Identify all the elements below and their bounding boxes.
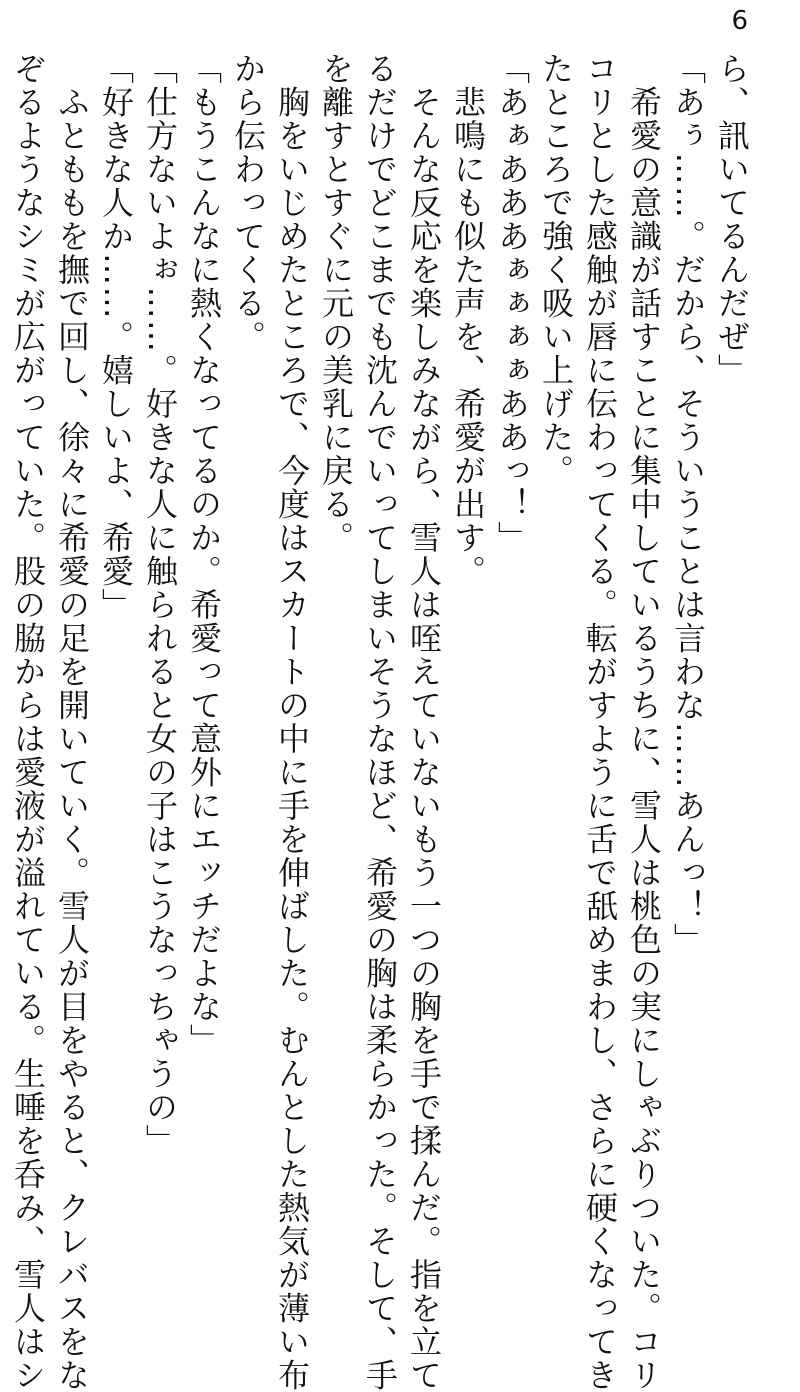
text-line: ら、訊いてるんだぜ」 [713, 52, 751, 387]
text-line: を離すとすぐに元の美乳に戻る。 [317, 52, 355, 555]
page-number: 6 [731, 6, 748, 36]
vertical-text-body [9, 52, 754, 1392]
text-line: から伝わってくる。 [229, 52, 267, 354]
text-line: コリとした感触が唇に伝わってくる。転がすように舌で舐めまわし、さらに硬くなってき [581, 52, 619, 1392]
text-line: 胸をいじめたところで、今度はスカートの中に手を伸ばした。むんとした熱気が薄い布 [273, 52, 311, 1392]
text-line: ぞるようなシミが広がっていた。股の脇からは愛液が溢れている。生唾を呑み、雪人はシ [9, 52, 47, 1392]
text-line: ふとももを撫で回し、徐々に希愛の足を開いていく。雪人が目をやると、クレバスをな [53, 52, 91, 1392]
text-line: 「好きな人か……。嬉しいよ、希愛」 [97, 52, 135, 622]
text-line: たところで強く吸い上げた。 [537, 52, 575, 488]
text-line: 「あぁあああぁぁぁぁああっ！」 [493, 52, 531, 555]
text-line: 「あぅ……。だから、そういうことは言わな……あんっ！」 [669, 52, 707, 957]
text-line: 「仕方ないよぉ……。好きな人に触られると女の子はこうなっちゃうの」 [141, 52, 179, 1158]
text-line: るだけでどこまでも沈んでいってしまいそうなほど、希愛の胸は柔らかった。そして、手 [361, 52, 399, 1392]
text-line: 悲鳴にも似た声を、希愛が出す。 [449, 52, 487, 588]
text-line: 希愛の意識が話すことに集中しているうちに、雪人は桃色の実にしゃぶりついた。コリ [625, 52, 663, 1392]
text-line: そんな反応を楽しみながら、雪人は咥えていないもう一つの胸を手で揉んだ。指を立て [405, 52, 443, 1392]
text-line: 「もうこんなに熱くなってるのか。希愛って意外にエッチだよな」 [185, 52, 223, 1057]
